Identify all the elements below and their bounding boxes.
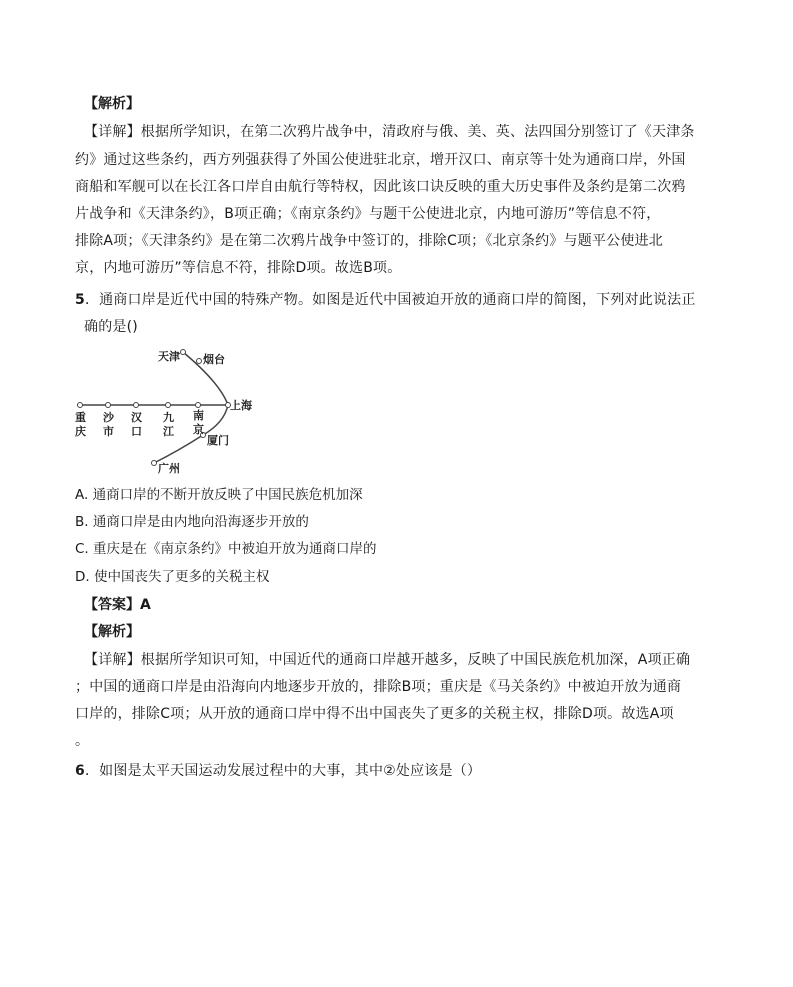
question-6-stem-text: ．如图是太平天国运动发展过程中的大事，其中②处应该是（） [84, 763, 482, 779]
city-label-guangzhou: 广州 [158, 462, 180, 475]
analysis-line: 。 [75, 733, 90, 749]
option-b: B. 通商口岸是由内地向沿海逐步开放的 [75, 514, 309, 530]
city-label-jiujiang-2: 江 [163, 425, 174, 438]
city-label-hankou-1: 汉 [131, 411, 142, 424]
option-c: C. 重庆是在《南京条约》中被迫开放为通商口岸的 [75, 541, 377, 557]
city-marker [196, 403, 201, 408]
treaty-ports-map [70, 343, 260, 478]
analysis-line: ；中国的通商口岸是由沿海向内地逐步开放的，排除B项；重庆是《马关条约》中被迫开放为通商 [75, 679, 682, 695]
analysis-line: 口岸的，排除C项；从开放的通商口岸中得不出中国丧失了更多的关税主权，排除D项。故选A项 [75, 706, 674, 722]
analysis-line: 片战争和《天津条约》，B项正确；《南京条约》与题干公使进北京，内地可游历”等信息不符， [75, 206, 661, 222]
city-label-chongqing-2: 庆 [75, 425, 86, 438]
city-marker [197, 359, 202, 364]
city-label-shanghai: 上海 [230, 399, 252, 412]
option-d: D. 使中国丧失了更多的关税主权 [75, 569, 270, 585]
city-marker [166, 403, 171, 408]
question-number: 5 [75, 292, 85, 308]
analysis-line: 【详解】根据所学知识可知，中国近代的通商口岸越开越多，反映了中国民族危机加深，A项正确 [84, 652, 691, 668]
answer-tag: 【答案】A [84, 597, 151, 613]
city-marker [152, 461, 157, 466]
city-marker [134, 403, 139, 408]
city-label-jiujiang-1: 九 [163, 411, 174, 424]
analysis-tag: 【解析】 [84, 624, 140, 640]
analysis-line: 【详解】根据所学知识，在第二次鸦片战争中，清政府与俄、美、英、法四国分别签订了《天津条 [84, 124, 695, 140]
city-marker [106, 403, 111, 408]
question-5-stem-line2: 确的是() [84, 319, 138, 335]
city-label-nanjing-2: 京 [193, 423, 204, 436]
city-label-nanjing-1: 南 [193, 409, 204, 422]
analysis-line: 约》通过这些条约，西方列强获得了外国公使进驻北京，增开汉口、南京等十处为通商口岸，外国 [75, 152, 686, 168]
analysis-line: 京，内地可游历”等信息不符，排除D项。故选B项。 [75, 260, 402, 276]
option-a: A. 通商口岸的不断开放反映了中国民族危机加深 [75, 487, 363, 503]
analysis-line: 排除A项；《天津条约》是在第二次鸦片战争中签订的，排除C项；《北京条约》与题平公使进北 [75, 233, 663, 249]
city-marker [78, 403, 83, 408]
analysis-tag: 【解析】 [84, 96, 140, 112]
city-label-shashi-1: 沙 [103, 411, 114, 424]
question-number: 6 [75, 763, 85, 779]
city-label-xiamen: 厦门 [207, 434, 229, 447]
question-5-stem [75, 290, 696, 310]
city-label-yantai: 烟台 [203, 353, 225, 366]
city-marker [181, 350, 186, 355]
question-6-stem [75, 761, 481, 781]
city-label-tianjin: 天津 [158, 350, 180, 363]
question-5-stem-text: ．通商口岸是近代中国的特殊产物。如图是近代中国被迫开放的通商口岸的简图，下列对此说法正 [84, 292, 696, 308]
city-label-chongqing-1: 重 [75, 411, 86, 424]
analysis-line: 商船和军舰可以在长江各口岸自由航行等特权，因此该口诀反映的重大历史事件及条约是第二次鸦 [75, 179, 686, 195]
city-label-shashi-2: 市 [103, 425, 114, 438]
city-label-hankou-2: 口 [131, 425, 142, 438]
